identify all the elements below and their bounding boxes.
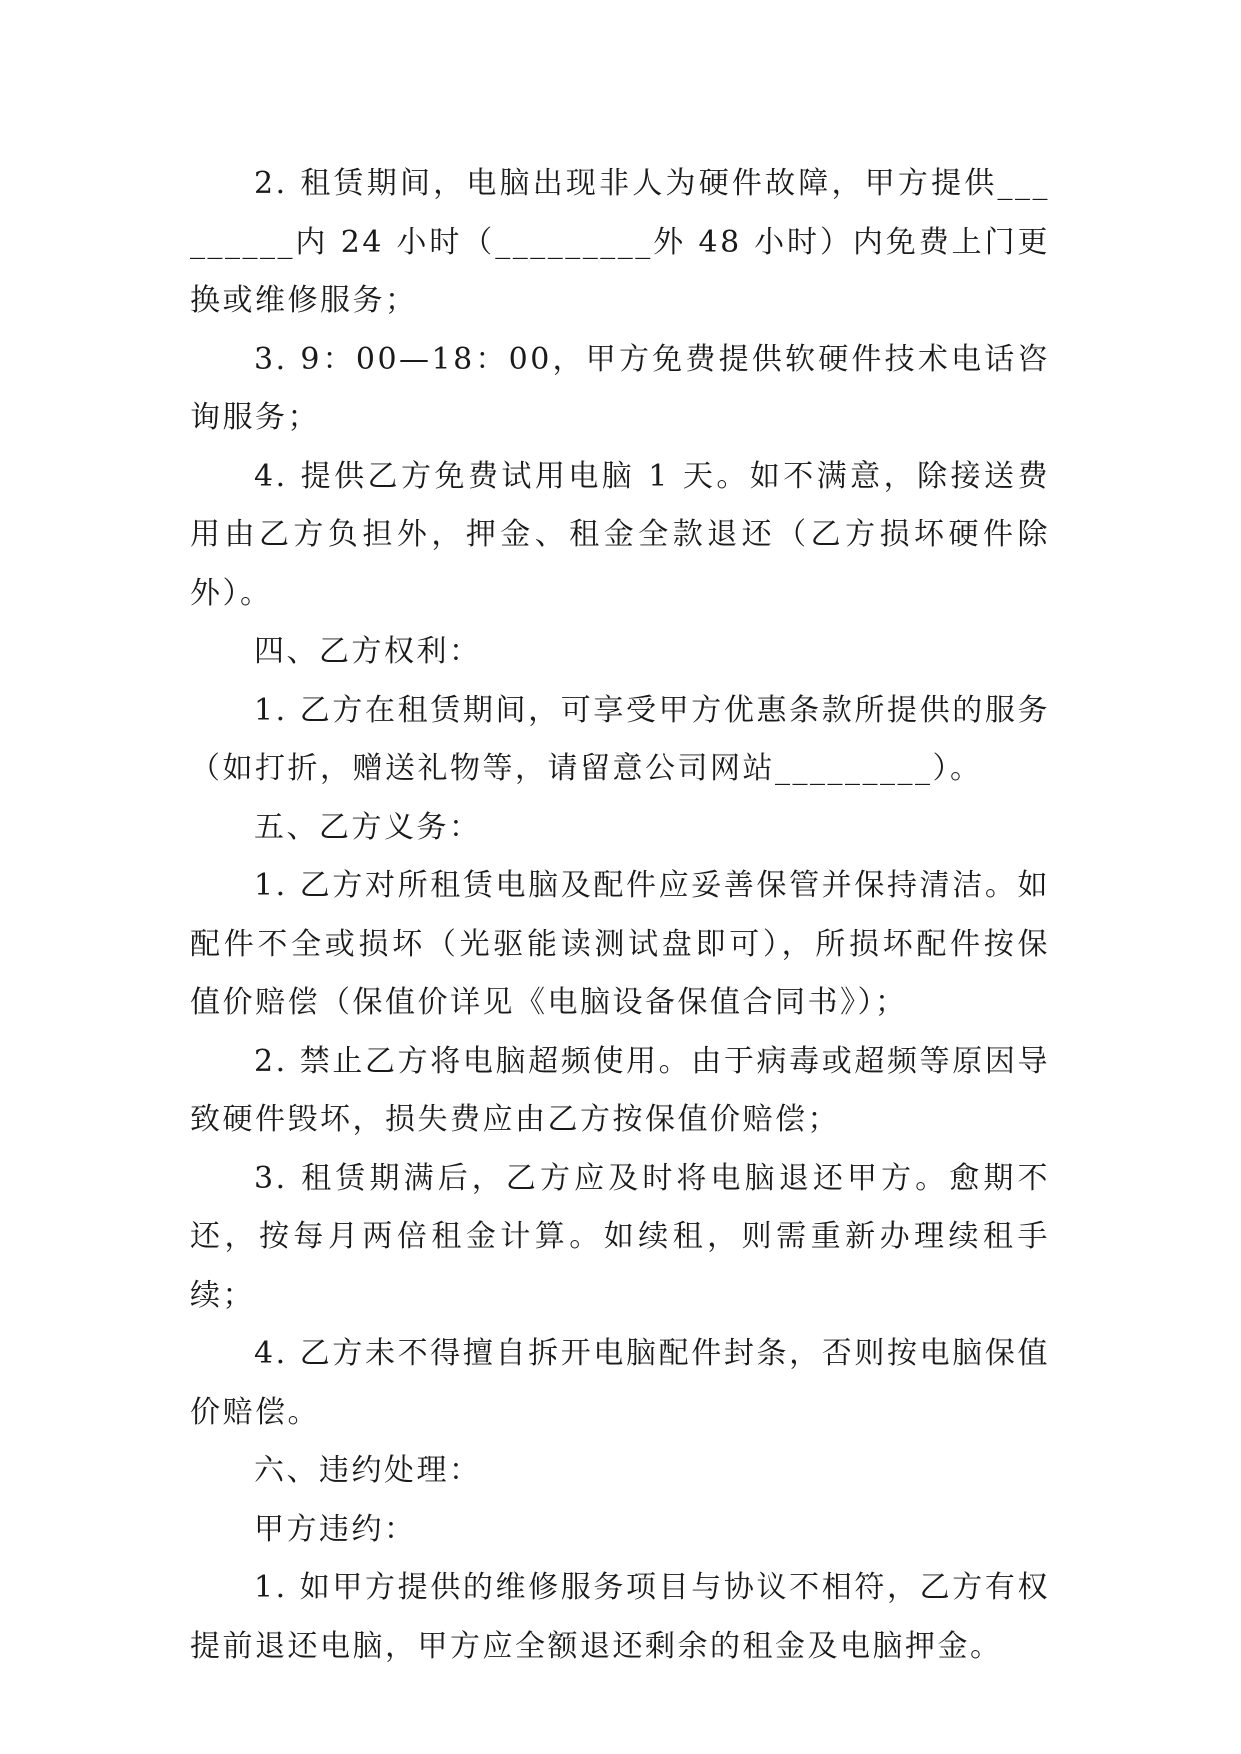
paragraph-obligation-2: 2. 禁止乙方将电脑超频使用。由于病毒或超频等原因导致硬件毁坏，损失费应由乙方按保值价赔偿； — [190, 1043, 1050, 1137]
heading-party-b-rights: 四、乙方权利： — [254, 634, 482, 669]
paragraph-rights-1: 1. 乙方在租赁期间，可享受甲方优惠条款所提供的服务（如打折，赠送礼物等，请留意公司网站_________）。 — [190, 692, 1050, 786]
document-page — [190, 155, 1050, 1676]
paragraph-obligation-1: 1. 乙方对所租赁电脑及配件应妥善保管并保持清洁。如配件不全或损坏（光驱能读测试盘即可），所损坏配件按保值价赔偿（保值价详见《电脑设备保值合同书》）； — [190, 868, 1050, 1020]
paragraph-service-repair: 2. 租赁期间，电脑出现非人为硬件故障，甲方提供_________内 24 小时（_________外 48 小时）内免费上门更换或维修服务； — [190, 166, 1050, 318]
paragraph-phone-support: 3. 9：00—18：00，甲方免费提供软硬件技术电话咨询服务； — [190, 341, 1050, 435]
paragraph-breach-1: 1. 如甲方提供的维修服务项目与协议不相符，乙方有权提前退还电脑，甲方应全额退还剩余的租金及电脑押金。 — [190, 1570, 1050, 1664]
heading-breach-handling: 六、违约处理： — [254, 1453, 482, 1488]
heading-party-b-obligations: 五、乙方义务： — [254, 809, 482, 845]
paragraph-free-trial: 4. 提供乙方免费试用电脑 1 天。如不满意，除接送费用由乙方负担外，押金、租金全款退还（乙方损坏硬件除外）。 — [190, 458, 1050, 611]
paragraph-obligation-3: 3. 租赁期满后，乙方应及时将电脑退还甲方。愈期不还，按每月两倍租金计算。如续租，则需重新办理续租手续； — [190, 1160, 1050, 1313]
subheading-party-a-breach: 甲方违约： — [254, 1511, 417, 1547]
paragraph-obligation-4: 4. 乙方未不得擅自拆开电脑配件封条，否则按电脑保值价赔偿。 — [190, 1336, 1050, 1430]
